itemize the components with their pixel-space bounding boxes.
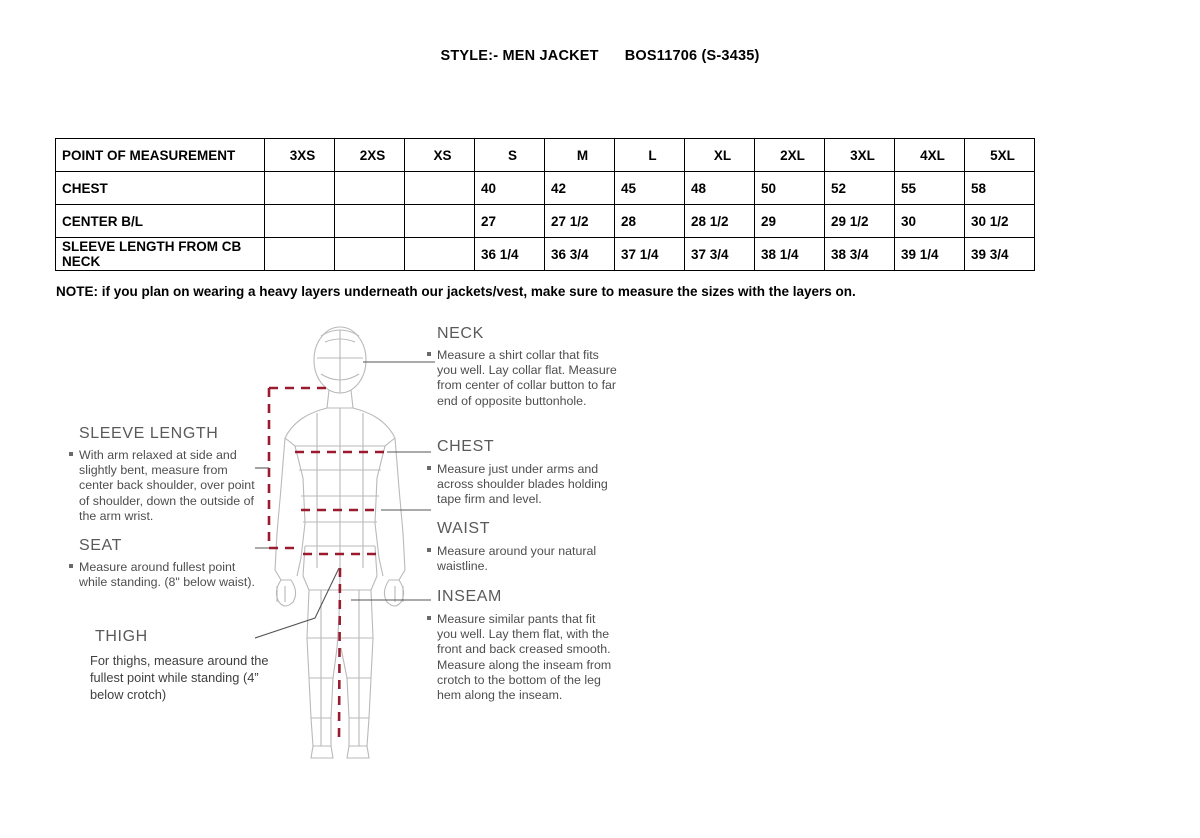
cell-sleeve-xs — [405, 238, 475, 271]
cell-centerbl-2xl: 29 — [755, 205, 825, 238]
cell-centerbl-2xs — [335, 205, 405, 238]
column-header-l: L — [615, 139, 685, 172]
callout-heading-sleeve-length: SLEEVE LENGTH — [79, 425, 219, 442]
bullet-icon — [427, 616, 431, 620]
measurement-note: NOTE: if you plan on wearing a heavy layers underneath our jackets/vest, make sure to measure the sizes with the layers on. — [56, 284, 856, 299]
callout-text-thigh: For thighs, measure around the fullest point while standing (4” below crotch) — [90, 653, 269, 702]
callout-text-waist — [437, 544, 617, 574]
column-header-xs: XS — [405, 139, 475, 172]
bullet-icon — [69, 564, 73, 568]
cell-chest-2xl: 50 — [755, 172, 825, 205]
cell-centerbl-s: 27 — [475, 205, 545, 238]
callout-heading-inseam: INSEAM — [437, 588, 502, 605]
bullet-icon — [427, 548, 431, 552]
cell-centerbl-m: 27 1/2 — [545, 205, 615, 238]
cell-sleeve-xl: 37 3/4 — [685, 238, 755, 271]
cell-sleeve-3xs — [265, 238, 335, 271]
callout-text-inseam — [437, 612, 617, 703]
cell-chest-3xl: 52 — [825, 172, 895, 205]
row-label-chest: CHEST — [56, 172, 265, 205]
cell-centerbl-xs — [405, 205, 475, 238]
cell-centerbl-5xl: 30 1/2 — [965, 205, 1035, 238]
cell-chest-4xl: 55 — [895, 172, 965, 205]
callout-sleeve-body: With arm relaxed at side and slightly bent, measure from center back shoulder, over point of shoulder, down the outside of the arm wrist. — [79, 448, 255, 523]
column-header-3xl: 3XL — [825, 139, 895, 172]
cell-chest-s: 40 — [475, 172, 545, 205]
table-row — [56, 238, 1035, 271]
cell-sleeve-2xl: 38 1/4 — [755, 238, 825, 271]
cell-chest-5xl: 58 — [965, 172, 1035, 205]
bullet-icon — [427, 352, 431, 356]
bullet-icon — [427, 466, 431, 470]
column-header-xl: XL — [685, 139, 755, 172]
cell-chest-xs — [405, 172, 475, 205]
column-header-2xl: 2XL — [755, 139, 825, 172]
callout-heading-waist: WAIST — [437, 520, 491, 537]
cell-sleeve-3xl: 38 3/4 — [825, 238, 895, 271]
cell-sleeve-2xs — [335, 238, 405, 271]
cell-centerbl-l: 28 — [615, 205, 685, 238]
row-label-center-bl: CENTER B/L — [56, 205, 265, 238]
column-header-m: M — [545, 139, 615, 172]
callout-text-seat — [79, 560, 264, 590]
cell-sleeve-l: 37 1/4 — [615, 238, 685, 271]
table-header-row — [56, 139, 1035, 172]
cell-chest-m: 42 — [545, 172, 615, 205]
cell-sleeve-4xl: 39 1/4 — [895, 238, 965, 271]
cell-sleeve-s: 36 1/4 — [475, 238, 545, 271]
callout-heading-neck: NECK — [437, 325, 484, 342]
callout-waist-body: Measure around your natural waistline. — [437, 544, 597, 574]
cell-chest-2xs — [335, 172, 405, 205]
style-label: STYLE:- MEN JACKET — [440, 48, 599, 64]
measurement-diagram — [0, 318, 1200, 788]
column-header-2xs: 2XS — [335, 139, 405, 172]
table-row — [56, 172, 1035, 205]
callout-heading-thigh: THIGH — [95, 628, 148, 645]
cell-chest-xl: 48 — [685, 172, 755, 205]
callout-text-neck — [437, 348, 622, 409]
style-code: BOS11706 (S-3435) — [624, 48, 760, 64]
callout-chest-body: Measure just under arms and across shoulder blades holding tape firm and level. — [437, 462, 608, 507]
callout-neck-body: Measure a shirt collar that fits you well. Lay collar flat. Measure from center of collar button to far end of opposite buttonhole. — [437, 348, 617, 408]
column-header-3xs: 3XS — [265, 139, 335, 172]
page-title — [0, 48, 1200, 64]
column-header-4xl: 4XL — [895, 139, 965, 172]
cell-sleeve-5xl: 39 3/4 — [965, 238, 1035, 271]
cell-sleeve-m: 36 3/4 — [545, 238, 615, 271]
callout-text-sleeve-length — [79, 448, 264, 524]
cell-centerbl-xl: 28 1/2 — [685, 205, 755, 238]
cell-centerbl-3xl: 29 1/2 — [825, 205, 895, 238]
column-header-5xl: 5XL — [965, 139, 1035, 172]
column-header-point-of-measurement: POINT OF MEASUREMENT — [56, 139, 265, 172]
callout-heading-chest: CHEST — [437, 438, 495, 455]
bullet-icon — [69, 452, 73, 456]
cell-chest-l: 45 — [615, 172, 685, 205]
cell-centerbl-3xs — [265, 205, 335, 238]
cell-centerbl-4xl: 30 — [895, 205, 965, 238]
size-chart-table — [55, 138, 1035, 271]
callout-heading-seat: SEAT — [79, 537, 123, 554]
callout-text-chest — [437, 462, 627, 508]
table-row — [56, 205, 1035, 238]
callout-inseam-body: Measure similar pants that fit you well. Lay them flat, with the front and back creased smooth. Measure along the inseam from crotch to the bottom of the leg hem along the inseam. — [437, 612, 612, 703]
callout-seat-body: Measure around fullest point while standing. (8" below waist). — [79, 560, 255, 590]
column-header-s: S — [475, 139, 545, 172]
row-label-sleeve-length: SLEEVE LENGTH FROM CB NECK — [56, 238, 265, 271]
cell-chest-3xs — [265, 172, 335, 205]
